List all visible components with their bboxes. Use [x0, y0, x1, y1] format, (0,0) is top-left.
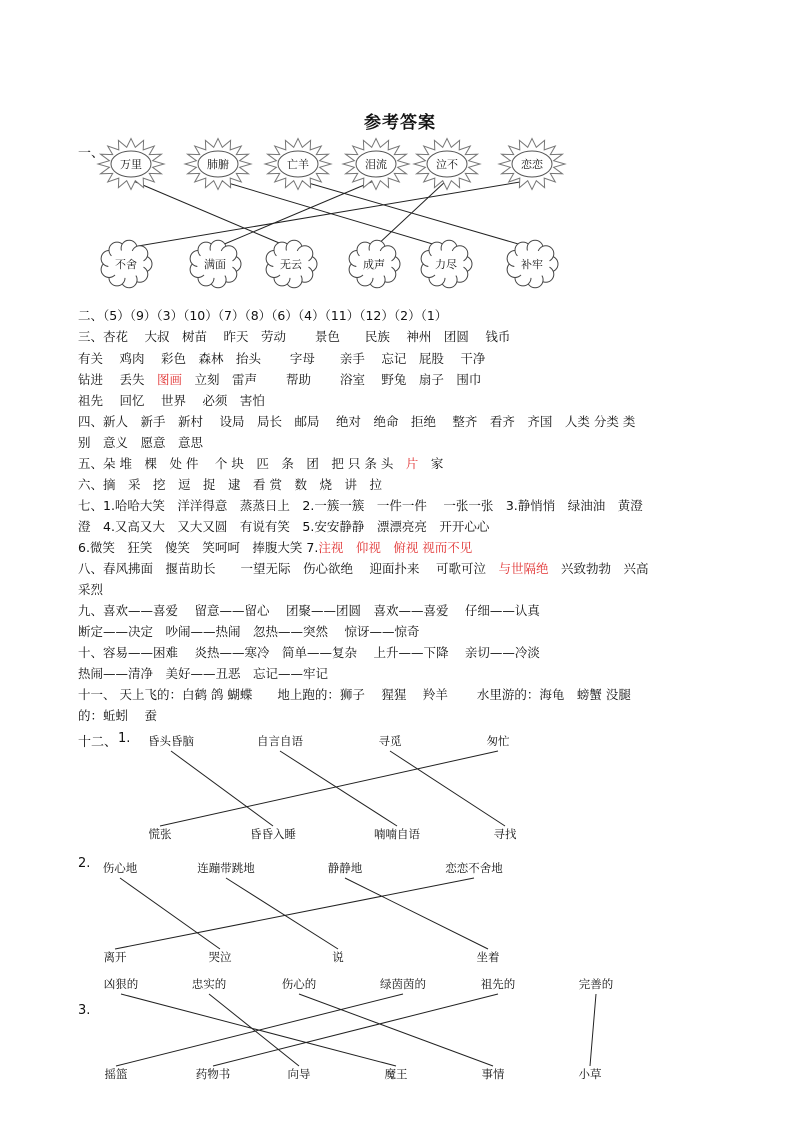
p1-top-2: 自言自语: [257, 734, 303, 748]
flower-label-6: 补牢: [521, 258, 543, 271]
p3-top-2: 忠实的: [191, 977, 227, 991]
p1-top-4: 匆忙: [486, 734, 510, 748]
p3-line-3: [299, 994, 493, 1066]
highlighted-answer: 图画: [156, 372, 182, 387]
answer-line-19: 十一、 天上飞的：白鹤 鸽 蝴蝶 地上跑的：狮子 猩猩 羚羊 水里游的：海龟 螃蟹 没腿: [78, 687, 631, 702]
p2-line-4: [115, 878, 474, 949]
answer-line-14: 采烈: [78, 582, 104, 597]
p2-top-4: 恋恋不舍地: [445, 861, 503, 875]
sun-label-6: 恋恋: [521, 158, 543, 171]
p1-top-3: 寻觅: [378, 734, 402, 748]
answer-line-13: 八、春风拂面 揠苗助长 一望无际 伤心欲绝 迎面扑来 可歌可泣 与世隔绝 兴致勃勃 兴高: [78, 561, 649, 576]
highlighted-answer: 注视 仰视 俯视 视而不见: [318, 540, 473, 555]
p3-bottom-1: 摇篮: [104, 1067, 128, 1081]
p2-top-1: 伤心地: [102, 861, 138, 875]
answer-line-20: 的：蚯蚓 蚕: [78, 708, 157, 723]
highlighted-answer: 片: [405, 456, 419, 471]
answer-line-15: 九、喜欢——喜爱 留意——留心 团聚——团圆 喜欢——喜爱 仔细——认真: [78, 603, 540, 618]
answer-line-2: 三、杏花 大叔 树苗 昨天 劳动 景色 民族 神州 团圆 钱币: [78, 329, 511, 344]
p3-line-6: [590, 994, 596, 1066]
answer-line-6: 四、新人 新手 新村 设局 局长 邮局 绝对 绝命 拒绝 整齐 看齐 齐国 人类 分类 类: [78, 414, 636, 429]
p3-top-6: 完善的: [578, 977, 614, 991]
p3-bottom-2: 药物书: [195, 1067, 231, 1081]
p2-bottom-3: 说: [332, 950, 344, 964]
p3-bottom-6: 小草: [578, 1067, 602, 1081]
answer-line-10: 七、1.哈哈大笑 洋洋得意 蒸蒸日上 2.一簇一簇 一件一件 一张一张 3.静悄悄 绿油油 黄澄: [78, 498, 643, 513]
flower-label-4: 成声: [363, 258, 385, 271]
p2-top-2: 连蹦带跳地: [197, 861, 255, 875]
answer-line-17: 十、容易——困难 炎热——寒冷 简单——复杂 上升——下降 亲切——冷淡: [78, 645, 540, 660]
answer-line-3: 有关 鸡肉 彩色 森林 抬头 字母 亲手 忘记 屁股 干净: [78, 351, 486, 366]
section-1-label: 一、: [78, 146, 105, 161]
p3-bottom-4: 魔王: [384, 1067, 408, 1081]
answer-line-1: 二、（5）（9）（3）（10）（7）（8）（6）（4）（11）（12）（2）（1）: [78, 308, 448, 323]
answer-line-8: 五、朵 堆 棵 处 件 个 块 匹 条 团 把 只 条 头 片 家: [78, 456, 444, 471]
answer-line-18: 热闹——清净 美好——丑恶 忘记——牢记: [78, 666, 329, 681]
flower-label-5: 力尽: [435, 258, 457, 271]
answer-line-4: 钻进 丢失 图画 立刻 雷声 帮助 浴室 野兔 扇子 围巾: [78, 372, 482, 387]
answer-line-9: 六、摘 采 挖 逗 捉 逮 看 赏 数 烧 讲 拉: [78, 477, 382, 492]
p3-top-3: 伤心的: [281, 977, 317, 991]
answer-line-12: 6.微笑 狂笑 傻笑 笑呵呵 捧腹大笑 7.注视 仰视 俯视 视而不见: [78, 540, 473, 555]
part-1-number: 1.: [118, 731, 131, 746]
answer-line-7: 别 意义 愿意 意思: [78, 435, 204, 450]
p3-top-5: 祖先的: [480, 977, 516, 991]
p2-bottom-2: 哭泣: [208, 950, 232, 964]
page-title: 参考答案: [364, 113, 436, 133]
p1-bottom-2: 昏昏入睡: [250, 827, 296, 841]
section-12-label: 十二、: [78, 735, 118, 750]
p3-top-1: 凶狠的: [103, 977, 139, 991]
part-3-number: 3.: [78, 1003, 91, 1018]
sun-label-5: 泣不: [436, 158, 458, 171]
p3-line-4: [116, 994, 403, 1066]
p1-bottom-4: 寻找: [493, 827, 517, 841]
p2-bottom-4: 坐着: [476, 950, 500, 964]
answer-line-11: 澄 4.又高又大 又大又圆 有说有笑 5.安安静静 漂漂亮亮 开开心心: [78, 519, 490, 534]
p1-bottom-3: 喃喃自语: [374, 827, 420, 841]
flower-label-3: 无云: [280, 258, 302, 271]
sun-label-4: 泪流: [365, 158, 387, 171]
p2-bottom-1: 离开: [103, 950, 127, 964]
p2-line-3: [345, 878, 488, 949]
part-2-number: 2.: [78, 856, 91, 871]
answer-line-5: 祖先 回忆 世界 必须 害怕: [78, 393, 265, 408]
p1-line-2: [280, 751, 397, 826]
p3-bottom-5: 事情: [481, 1067, 505, 1081]
p2-line-2: [226, 878, 338, 949]
sun-label-3: 亡羊: [287, 158, 309, 171]
p1-line-1: [171, 751, 273, 826]
p1-bottom-1: 慌张: [148, 827, 172, 841]
answer-line-16: 断定——决定 吵闹——热闹 忽热——突然 惊讶——惊奇: [78, 624, 420, 639]
p3-bottom-3: 向导: [287, 1067, 311, 1081]
flower-label-1: 不舍: [115, 258, 137, 271]
flower-label-2: 满面: [204, 258, 226, 271]
p2-top-3: 静静地: [327, 861, 363, 875]
p3-top-4: 绿茵茵的: [380, 977, 426, 991]
sun-label-2: 肺腑: [207, 158, 229, 171]
highlighted-answer: 与世隔绝: [498, 561, 549, 576]
sun-label-1: 万里: [120, 158, 142, 171]
p1-top-1: 昏头昏脑: [148, 734, 194, 748]
